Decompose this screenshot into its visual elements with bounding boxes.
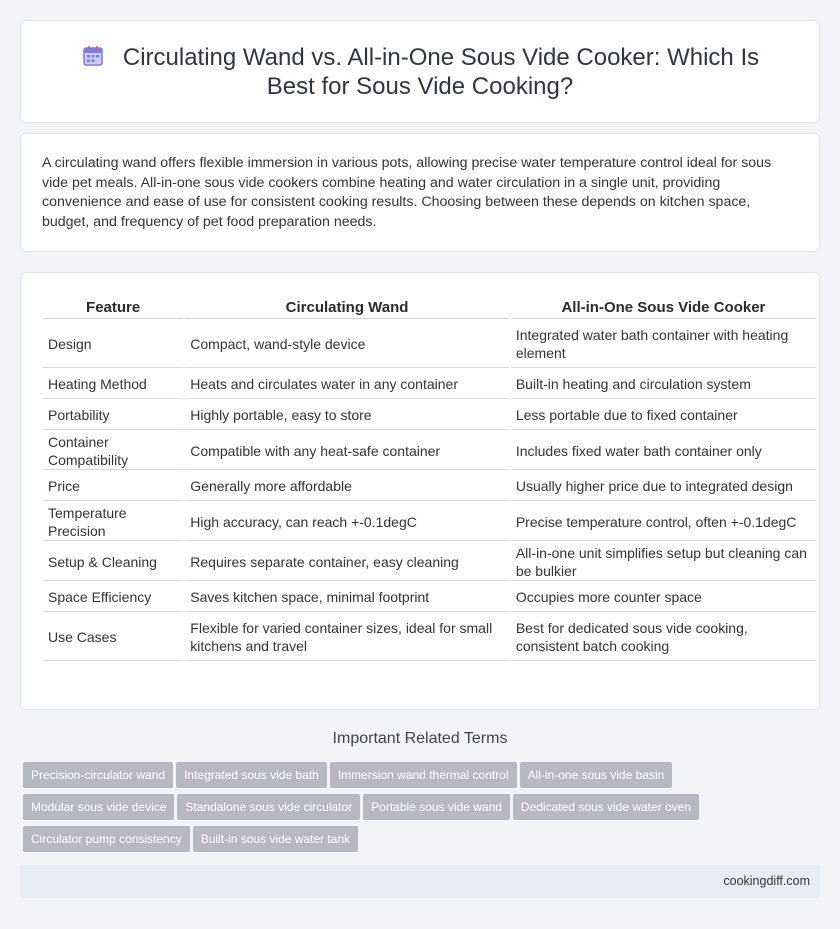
related-term-tag[interactable]: Integrated sous vide bath [176,762,327,788]
feature-cell: Temperature Precision [43,503,183,541]
feature-cell: Portability [43,401,183,430]
table-row [43,370,816,399]
table-row [43,503,816,541]
wand-cell: Flexible for varied container sizes, ideal for small kitchens and travel [185,614,509,661]
related-term-tag[interactable]: Immersion wand thermal control [330,762,517,788]
wand-cell: Saves kitchen space, minimal footprint [185,583,509,612]
table-row [43,432,816,470]
related-term-tag[interactable]: Standalone sous vide circulator [177,794,360,820]
feature-cell: Container Compatibility [43,432,183,470]
feature-cell: Price [43,472,183,501]
related-term-tag[interactable]: Precision-circulator wand [23,762,173,788]
related-term-tag[interactable]: Built-in sous vide water tank [193,826,358,852]
all-in-one-cell: Usually higher price due to integrated design [511,472,816,501]
header-feature: Feature [43,297,183,319]
related-terms-list [23,762,723,858]
related-term-tag[interactable]: Portable sous vide wand [363,794,510,820]
intro-card [20,133,820,252]
related-term-tag[interactable]: All-in-one sous vide basin [520,762,673,788]
feature-cell: Space Efficiency [43,583,183,612]
page-title-text: Circulating Wand vs. All-in-One Sous Vide Cooker: Which Is Best for Sous Vide Cooking? [122,44,760,100]
feature-cell: Heating Method [43,370,183,399]
all-in-one-cell: Less portable due to fixed container [511,401,816,430]
feature-cell: Setup & Cleaning [43,543,183,581]
footer-site-link[interactable]: cookingdiff.com [723,874,810,888]
comparison-card [20,272,820,710]
all-in-one-cell: Includes fixed water bath container only [511,432,816,470]
related-term-tag[interactable]: Dedicated sous vide water oven [513,794,699,820]
wand-cell: Compact, wand-style device [185,321,509,368]
all-in-one-cell: Best for dedicated sous vide cooking, consistent batch cooking [511,614,816,661]
feature-cell: Use Cases [43,614,183,661]
footer [20,865,820,898]
wand-cell: Heats and circulates water in any container [185,370,509,399]
wand-cell: Generally more affordable [185,472,509,501]
related-terms-heading: Important Related Terms [332,730,508,747]
page-title [61,43,779,101]
table-row [43,583,816,612]
all-in-one-cell: All-in-one unit simplifies setup but cleaning can be bulkier [511,543,816,581]
wand-cell: Compatible with any heat-safe container [185,432,509,470]
comparison-table [41,295,818,663]
wand-cell: Requires separate container, easy cleaning [185,543,509,581]
wand-cell: High accuracy, can reach +-0.1degC [185,503,509,541]
table-row [43,614,816,661]
header-circulating-wand: Circulating Wand [185,297,509,319]
related-term-tag[interactable]: Circulator pump consistency [23,826,190,852]
table-row [43,401,816,430]
all-in-one-cell: Integrated water bath container with heating element [511,321,816,368]
feature-cell: Design [43,321,183,368]
all-in-one-cell: Occupies more counter space [511,583,816,612]
all-in-one-cell: Precise temperature control, often +-0.1degC [511,503,816,541]
calendar-icon [81,44,105,68]
related-term-tag[interactable]: Modular sous vide device [23,794,174,820]
title-card [20,20,820,123]
intro-paragraph: A circulating wand offers flexible immersion in various pots, allowing precise water temperature control ideal for sous vide pet meals. All-in-one sous vide cookers combine heating and water circulation in a single unit, providing convenience and ease of use for consistent cooking results. Choosing between these depends on kitchen space, budget, and frequency of pet food preparation needs. [42,155,772,230]
table-row [43,321,816,368]
all-in-one-cell: Built-in heating and circulation system [511,370,816,399]
table-row [43,543,816,581]
title-wrap [21,43,819,101]
table-row [43,472,816,501]
wand-cell: Highly portable, easy to store [185,401,509,430]
header-all-in-one: All-in-One Sous Vide Cooker [511,297,816,319]
table-header-row [43,297,816,319]
